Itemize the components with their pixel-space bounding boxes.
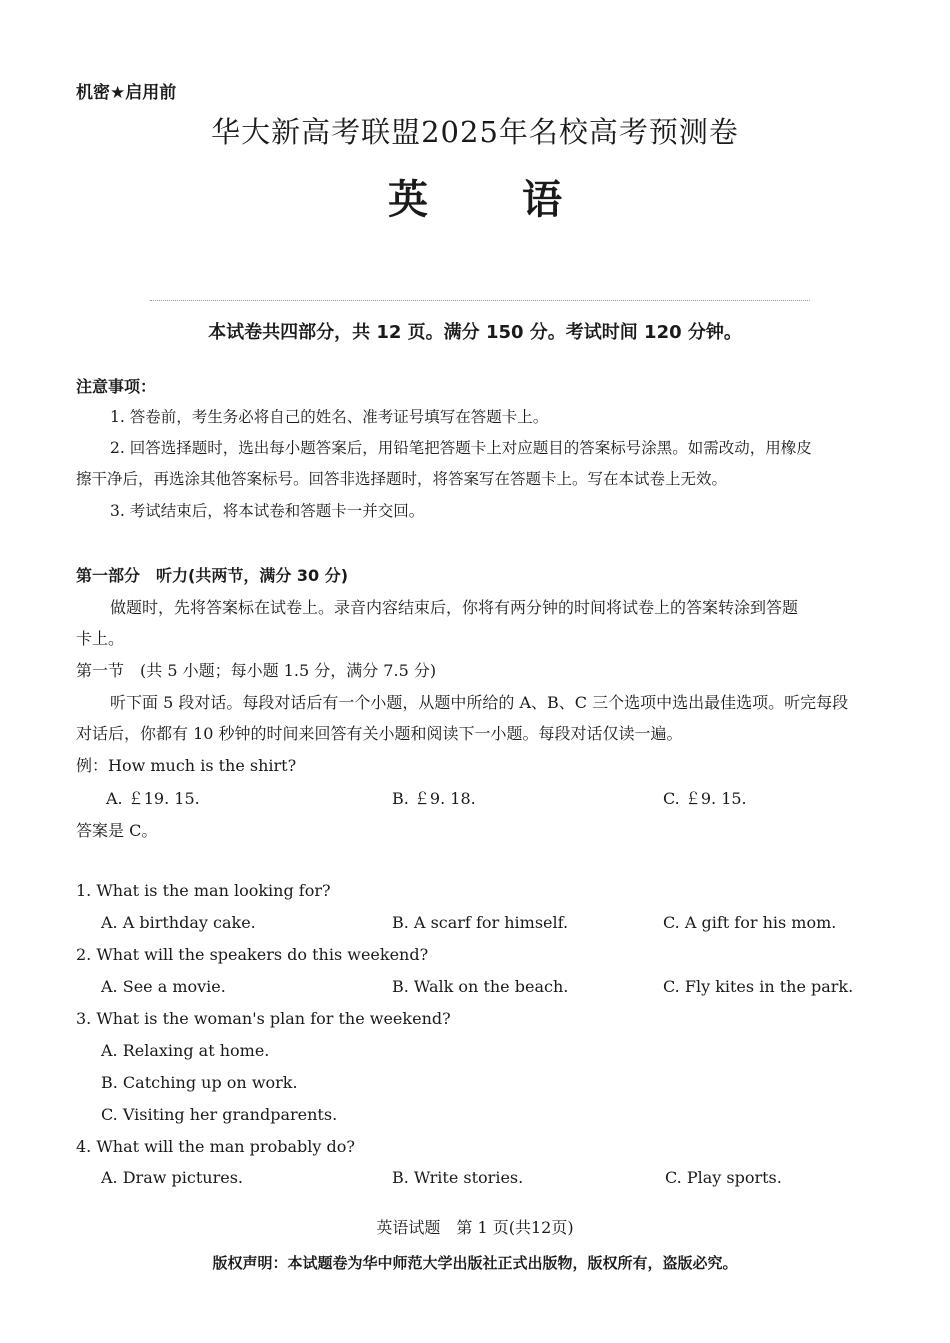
- question-4: 4. What will the man probably do?: [76, 1137, 355, 1156]
- note-item-1: 1. 答卷前，考生务必将自己的姓名、准考证号填写在答题卡上。: [110, 408, 549, 426]
- question-3-option-a: A. Relaxing at home.: [101, 1041, 270, 1060]
- exam-info: 本试卷共四部分，共 12 页。满分 150 分。考试时间 120 分钟。: [208, 322, 742, 343]
- question-4-option-c: C. Play sports.: [665, 1168, 782, 1187]
- question-1-option-a: A. A birthday cake.: [101, 913, 256, 932]
- note-item-3: 3. 考试结束后，将本试卷和答题卡一并交回。: [110, 502, 425, 520]
- page-footer: 英语试题 第 1 页(共12页): [376, 1218, 574, 1237]
- note-item-2-cont: 擦干净后，再选涂其他答案标号。回答非选择题时，将答案写在答题卡上。写在本试卷上无效。: [76, 470, 728, 488]
- question-1-option-b: B. A scarf for himself.: [392, 913, 569, 932]
- part1-heading: 第一部分 听力(共两节，满分 30 分): [76, 566, 349, 585]
- example-question: 例：How much is the shirt?: [76, 756, 297, 775]
- question-2-option-a: A. See a movie.: [101, 977, 226, 996]
- question-3-option-b: B. Catching up on work.: [101, 1073, 298, 1092]
- scan-artifact-line: [150, 300, 810, 302]
- confidential-label: 机密★启用前: [76, 83, 177, 103]
- question-4-option-a: A. Draw pictures.: [101, 1168, 243, 1187]
- part1-instruction: 做题时，先将答案标在试卷上。录音内容结束后，你将有两分钟的时间将试卷上的答案转涂到答题: [110, 598, 799, 617]
- notes-heading: 注意事项：: [76, 377, 157, 396]
- question-2: 2. What will the speakers do this weekend?: [76, 945, 429, 964]
- question-2-option-b: B. Walk on the beach.: [392, 977, 569, 996]
- example-option-a: A. ￡19. 15.: [106, 789, 200, 808]
- question-3-option-c: C. Visiting her grandparents.: [101, 1105, 338, 1124]
- example-option-b: B. ￡9. 18.: [392, 789, 476, 808]
- question-3: 3. What is the woman's plan for the weekend?: [76, 1009, 451, 1028]
- section1-instruction: 听下面 5 段对话。每段对话后有一个小题，从题中所给的 A、B、C 三个选项中选出最佳选项。听完每段: [110, 693, 849, 712]
- question-2-option-c: C. Fly kites in the park.: [663, 977, 854, 996]
- example-option-c: C. ￡9. 15.: [663, 789, 747, 808]
- example-answer: 答案是 C。: [76, 821, 158, 840]
- part1-instruction-cont: 卡上。: [76, 629, 125, 648]
- section1-instruction-cont: 对话后，你都有 10 秒钟的时间来回答有关小题和阅读下一小题。每段对话仅读一遍。: [76, 724, 683, 743]
- exam-title: 华大新高考联盟2025年名校高考预测卷: [211, 115, 739, 149]
- question-4-option-b: B. Write stories.: [392, 1168, 524, 1187]
- copyright-notice: 版权声明：本试题卷为华中师范大学出版社正式出版物，版权所有，盗版必究。: [212, 1254, 738, 1272]
- question-1: 1. What is the man looking for?: [76, 881, 331, 900]
- note-item-2: 2. 回答选择题时，选出每小题答案后，用铅笔把答题卡上对应题目的答案标号涂黑。如需改动，用橡皮: [110, 439, 812, 457]
- section1-heading: 第一节 (共 5 小题；每小题 1.5 分，满分 7.5 分): [76, 661, 437, 680]
- question-1-option-c: C. A gift for his mom.: [663, 913, 837, 932]
- subject-title: 英 语: [388, 176, 602, 223]
